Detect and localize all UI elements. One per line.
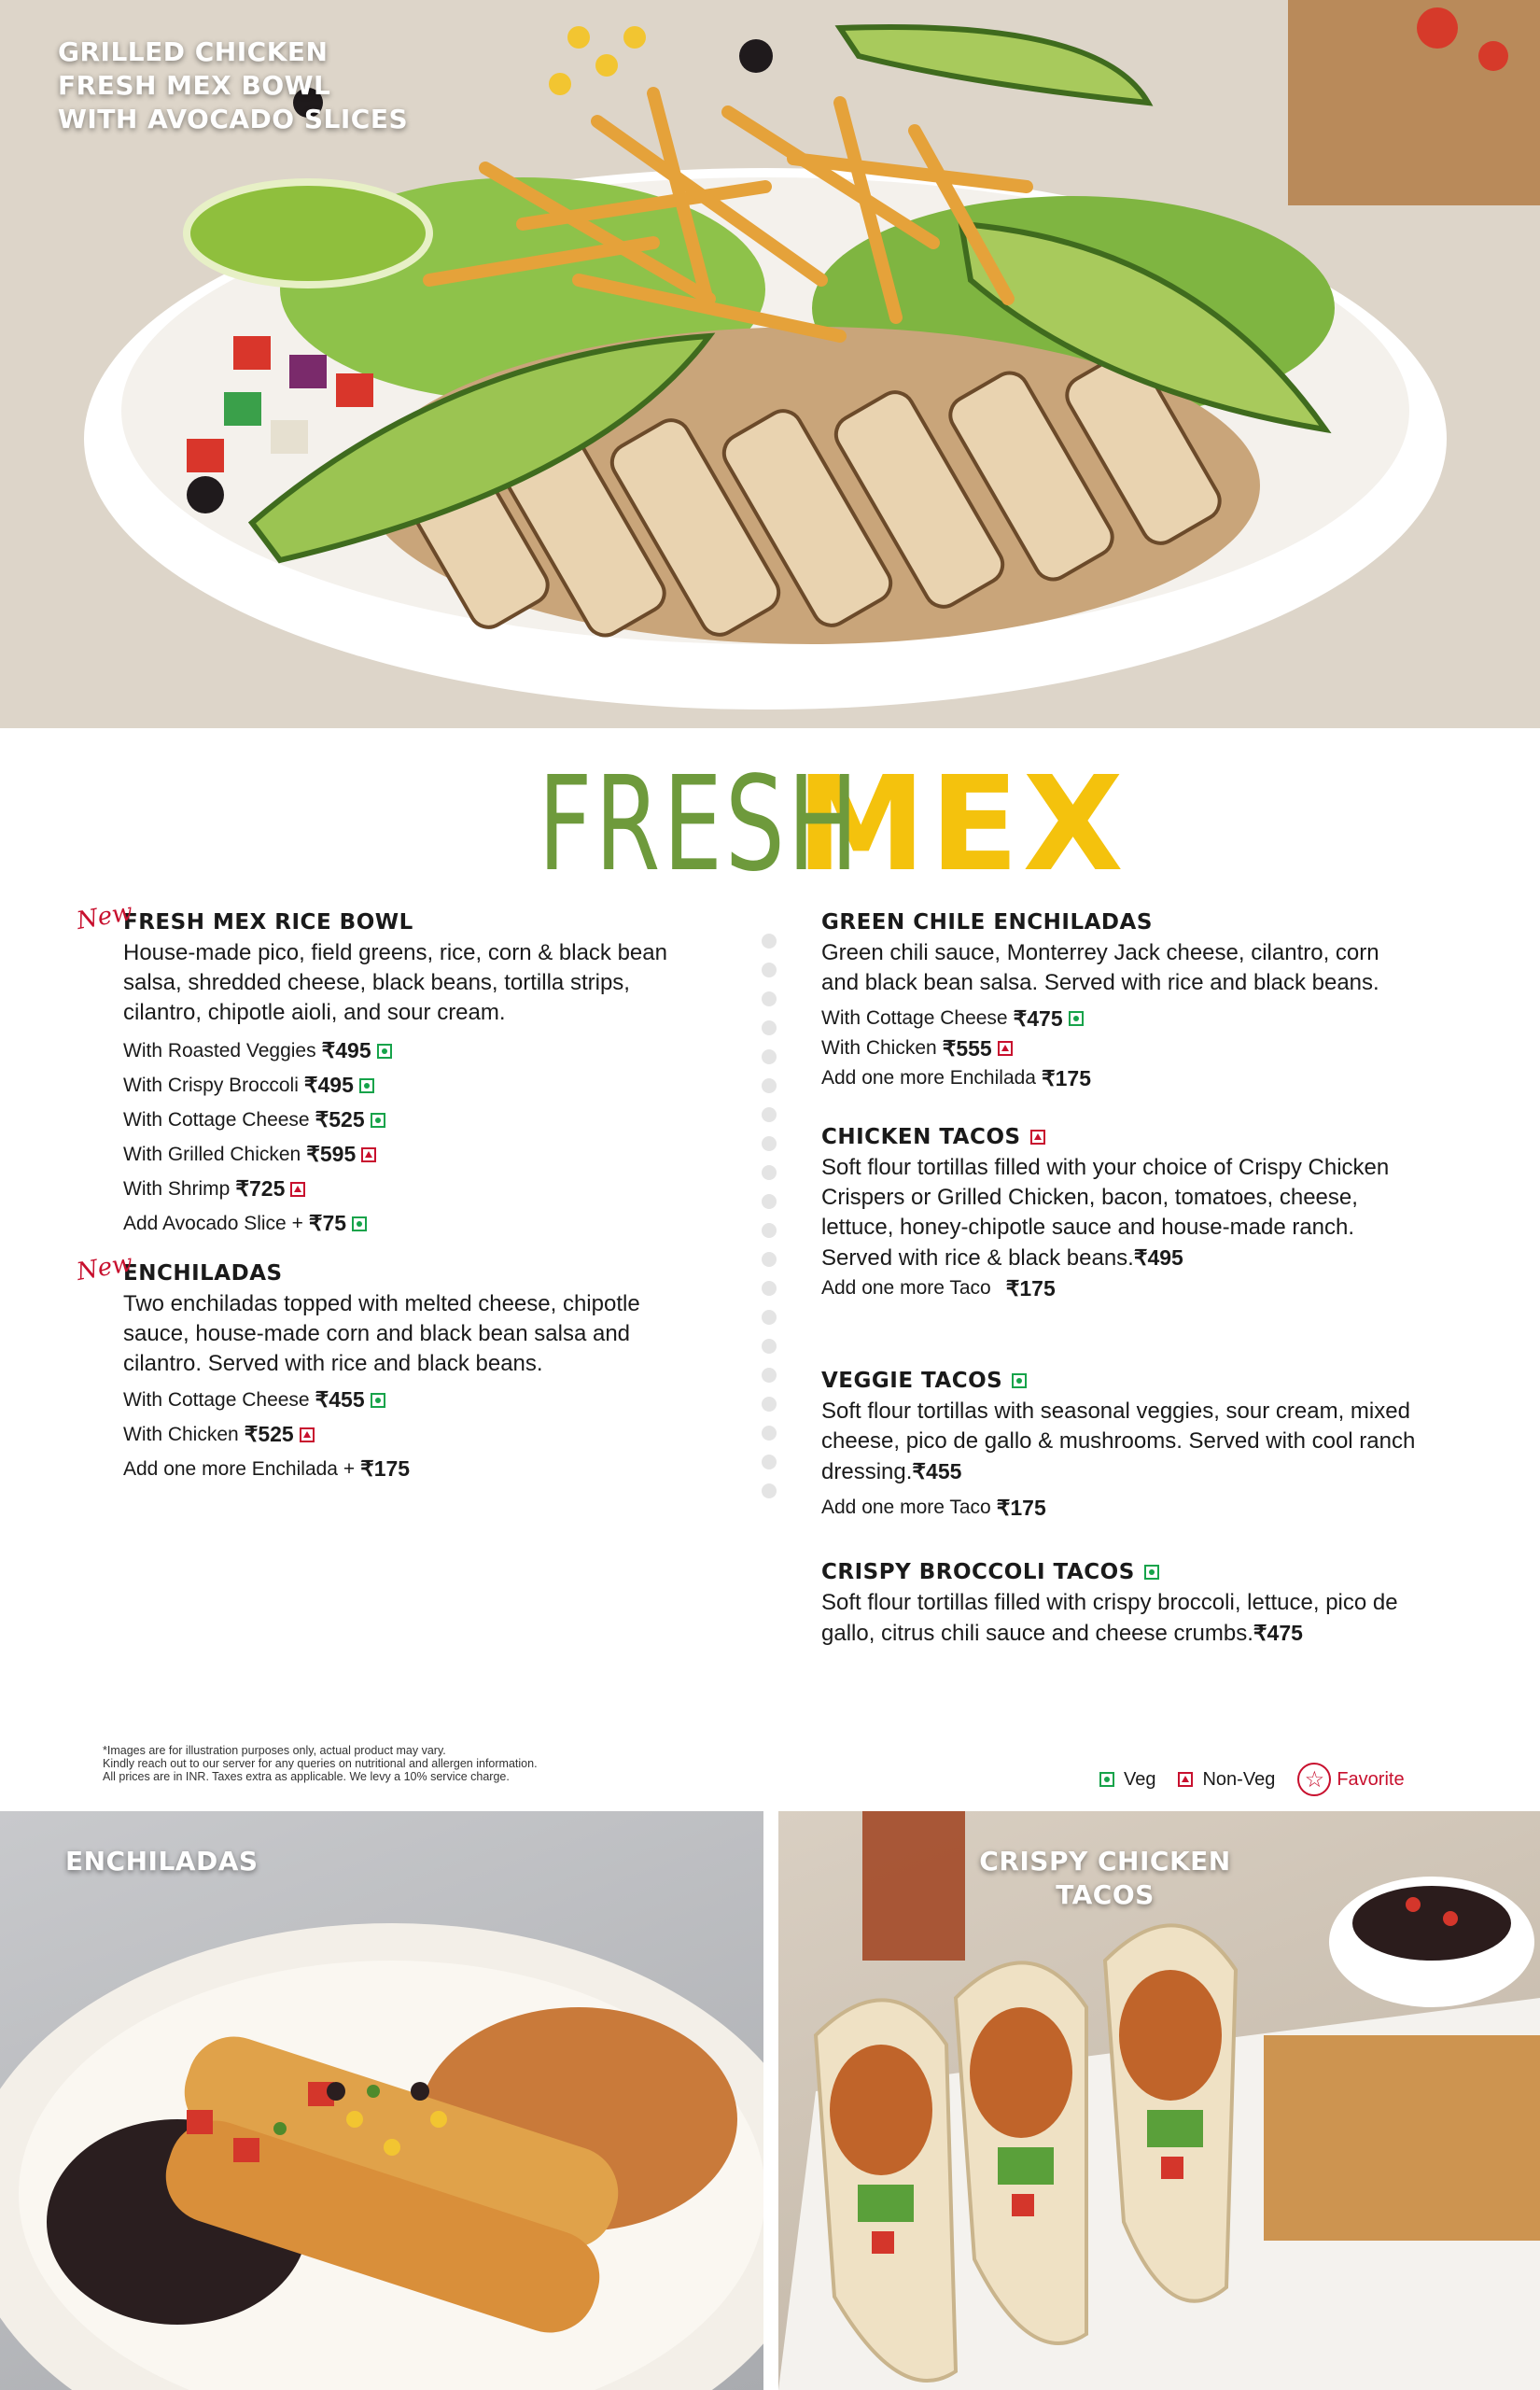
veg-icon bbox=[1012, 1373, 1027, 1388]
menu-item-fresh-mex-rice-bowl bbox=[74, 897, 698, 1241]
description-text: Soft flour tortillas with seasonal veggies, sour cream, mixed cheese, pico de gallo & mushrooms. Served with cool ranch dressing. bbox=[821, 1399, 1416, 1484]
item-description bbox=[821, 1397, 1419, 1487]
legend-veg-label: Veg bbox=[1124, 1768, 1156, 1790]
option-label: Add one more Enchilada bbox=[821, 1067, 1036, 1089]
option-row bbox=[123, 1068, 698, 1103]
option-price: ₹495 bbox=[321, 1038, 371, 1062]
option-label: With Roasted Veggies bbox=[123, 1040, 316, 1061]
option-row bbox=[123, 1172, 698, 1206]
veg-icon bbox=[352, 1216, 367, 1231]
title-fresh: FRESH bbox=[538, 749, 861, 901]
option-price: ₹495 bbox=[303, 1073, 354, 1097]
legend bbox=[1099, 1763, 1405, 1796]
item-name: CHICKEN TACOS bbox=[821, 1125, 1021, 1149]
dotted-divider bbox=[762, 934, 778, 1512]
option-price: ₹455 bbox=[315, 1387, 365, 1412]
star-icon: ☆ bbox=[1297, 1763, 1331, 1796]
item-description: House-made pico, field greens, rice, corn & black bean salsa, shredded cheese, black beans, tortilla strips, cilantro, chipotle aioli, and sour cream. bbox=[123, 940, 667, 1025]
item-name: ENCHILADAS bbox=[123, 1261, 283, 1286]
enchiladas-caption: ENCHILADAS bbox=[65, 1846, 259, 1877]
tacos-caption: CRISPY CHICKEN TACOS bbox=[979, 1846, 1231, 1910]
legend-favorite-label: Favorite bbox=[1337, 1768, 1405, 1790]
item-description bbox=[821, 1153, 1419, 1273]
item-name: FRESH MEX RICE BOWL bbox=[123, 910, 413, 935]
item-price: ₹455 bbox=[912, 1459, 962, 1483]
item-name: CRISPY BROCCOLI TACOS bbox=[821, 1560, 1135, 1584]
hero-caption: GRILLED CHICKEN FRESH MEX BOWL WITH AVOCADO SLICES bbox=[58, 36, 409, 134]
option-price: ₹175 bbox=[360, 1456, 411, 1481]
option-row bbox=[123, 1137, 698, 1172]
option-label: With Chicken bbox=[123, 1424, 239, 1445]
option-label: With Crispy Broccoli bbox=[123, 1075, 299, 1096]
item-price: ₹495 bbox=[1133, 1245, 1183, 1270]
veg-icon bbox=[377, 1044, 392, 1059]
option-label: With Cottage Cheese bbox=[821, 1007, 1008, 1029]
option-label: Add Avocado Slice + bbox=[123, 1213, 303, 1234]
option-price: ₹595 bbox=[306, 1142, 357, 1166]
non-veg-icon bbox=[300, 1427, 315, 1442]
option-row bbox=[123, 1383, 698, 1417]
non-veg-icon bbox=[998, 1041, 1013, 1056]
option-label: With Cottage Cheese bbox=[123, 1389, 310, 1411]
note-line: All prices are in INR. Taxes extra as applicable. We levy a 10% service charge. bbox=[103, 1770, 510, 1783]
menu-column-right bbox=[821, 910, 1419, 1669]
note-line: *Images are for illustration purposes only, actual product may vary. bbox=[103, 1744, 446, 1757]
option-label: Add one more Enchilada + bbox=[123, 1458, 356, 1480]
option-row bbox=[821, 1493, 1419, 1523]
item-name-row bbox=[821, 1125, 1419, 1149]
option-price: ₹175 bbox=[1005, 1276, 1056, 1300]
disclaimer-notes bbox=[103, 1744, 538, 1783]
option-price: ₹555 bbox=[942, 1036, 992, 1061]
option-row bbox=[821, 1063, 1419, 1093]
non-veg-icon bbox=[290, 1182, 305, 1197]
veg-icon bbox=[359, 1078, 374, 1093]
item-name: GREEN CHILE ENCHILADAS bbox=[821, 910, 1153, 935]
option-price: ₹75 bbox=[308, 1211, 347, 1235]
option-label: With Grilled Chicken bbox=[123, 1144, 301, 1165]
option-row bbox=[123, 1206, 698, 1241]
option-row bbox=[123, 1417, 698, 1452]
veg-icon bbox=[371, 1393, 385, 1408]
menu-item-chicken-tacos bbox=[821, 1125, 1419, 1303]
menu-item-veggie-tacos bbox=[821, 1369, 1419, 1523]
veg-icon bbox=[371, 1113, 385, 1128]
option-row bbox=[123, 1452, 698, 1486]
option-label: With Chicken bbox=[821, 1037, 937, 1059]
veg-icon bbox=[1099, 1772, 1114, 1787]
item-description bbox=[821, 1588, 1419, 1649]
non-veg-icon bbox=[361, 1147, 376, 1162]
note-line: Kindly reach out to our server for any queries on nutritional and allergen information. bbox=[103, 1757, 538, 1770]
option-label: Add one more Taco bbox=[821, 1277, 991, 1299]
menu-item-enchiladas bbox=[74, 1248, 698, 1486]
title-mex: MEX bbox=[795, 749, 1127, 901]
item-description: Two enchiladas topped with melted cheese, chipotle sauce, house-made corn and black bean salsa and cilantro. Served with rice and black beans. bbox=[123, 1291, 640, 1376]
option-row bbox=[821, 1273, 1419, 1303]
option-label: Add one more Taco bbox=[821, 1497, 991, 1518]
veg-icon bbox=[1069, 1011, 1084, 1026]
option-row bbox=[123, 1103, 698, 1137]
enchiladas-photo bbox=[0, 1811, 763, 2390]
non-veg-icon bbox=[1030, 1130, 1045, 1145]
crispy-chicken-tacos-photo bbox=[778, 1811, 1540, 2390]
option-row bbox=[821, 1033, 1419, 1063]
option-row bbox=[123, 1033, 698, 1068]
legend-favorite bbox=[1297, 1763, 1404, 1796]
option-label: With Shrimp bbox=[123, 1178, 231, 1200]
option-price: ₹175 bbox=[996, 1496, 1046, 1520]
page-title bbox=[0, 749, 1540, 901]
veg-icon bbox=[1144, 1565, 1159, 1580]
item-price: ₹475 bbox=[1253, 1621, 1303, 1645]
item-description: Green chili sauce, Monterrey Jack cheese, cilantro, corn and black bean salsa. Served with rice and black beans. bbox=[821, 940, 1379, 995]
item-name-row bbox=[821, 1560, 1419, 1584]
legend-nonveg-label: Non-Veg bbox=[1202, 1768, 1276, 1790]
description-text: Soft flour tortillas filled with crispy broccoli, lettuce, pico de gallo, citrus chili sauce and cheese crumbs. bbox=[821, 1590, 1398, 1646]
new-badge: New bbox=[74, 1248, 135, 1287]
item-name-row bbox=[821, 1369, 1419, 1393]
menu-column-left bbox=[74, 897, 698, 1507]
enchiladas-illustration bbox=[0, 1811, 763, 2390]
hero-photo bbox=[0, 0, 1540, 728]
option-price: ₹525 bbox=[244, 1422, 294, 1446]
option-price: ₹475 bbox=[1013, 1006, 1063, 1031]
option-price: ₹725 bbox=[235, 1176, 286, 1201]
item-name: VEGGIE TACOS bbox=[821, 1369, 1003, 1393]
option-row bbox=[821, 1004, 1419, 1033]
non-veg-icon bbox=[1178, 1772, 1193, 1787]
menu-item-crispy-broccoli-tacos bbox=[821, 1560, 1419, 1649]
menu-item-green-chile-enchiladas bbox=[821, 910, 1419, 1093]
option-price: ₹175 bbox=[1042, 1066, 1092, 1090]
description-text: Soft flour tortillas filled with your choice of Crispy Chicken Crispers or Grilled Chicken, bacon, tomatoes, cheese, lettuce, honey-chipotle sauce and house-made ranch. Served with rice & black beans. bbox=[821, 1155, 1390, 1271]
option-price: ₹525 bbox=[315, 1107, 365, 1132]
new-badge: New bbox=[74, 897, 135, 936]
option-label: With Cottage Cheese bbox=[123, 1109, 310, 1131]
